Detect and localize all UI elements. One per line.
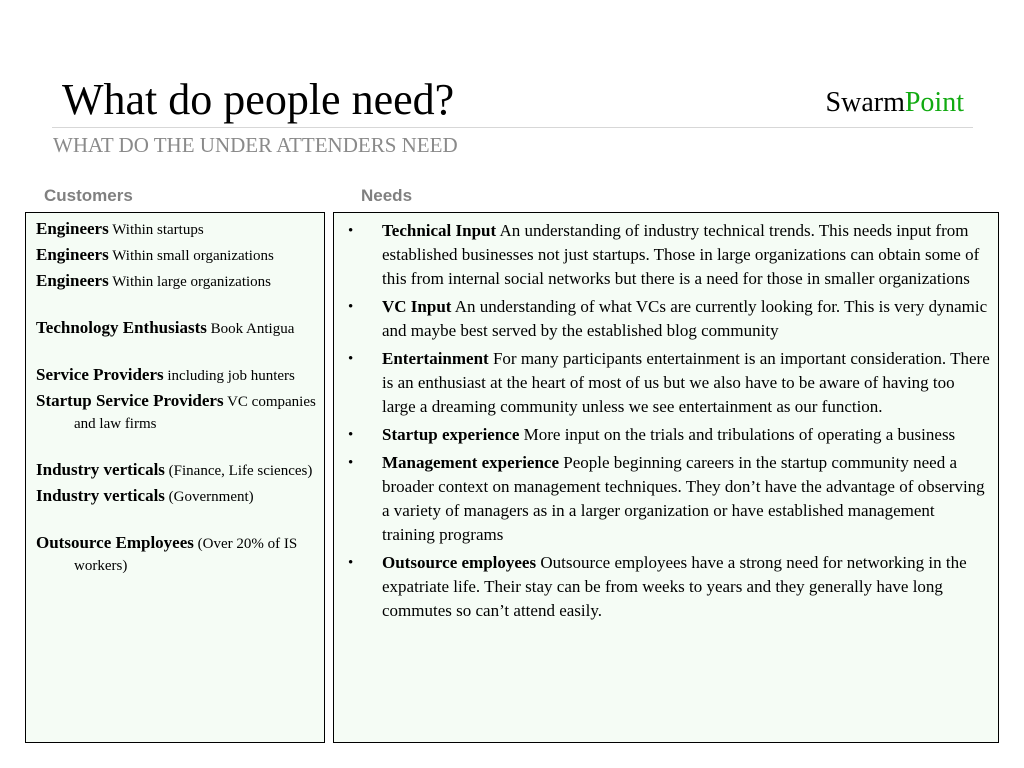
- customer-item: [36, 364, 316, 387]
- needs-list: [342, 219, 990, 623]
- customers-panel: [25, 212, 325, 743]
- needs-column-header: Needs: [361, 186, 413, 205]
- customer-item: [36, 270, 316, 293]
- customer-detail: Within startups: [108, 222, 204, 238]
- need-item: [342, 347, 990, 419]
- customer-detail: (Finance, Life sciences): [164, 463, 313, 479]
- customer-name: Service Providers: [36, 365, 164, 384]
- customer-item: [36, 244, 316, 267]
- need-description: More input on the trials and tribulations of operating a business: [519, 425, 956, 444]
- need-item: [342, 423, 990, 447]
- swarmpoint-logo: [826, 86, 964, 120]
- need-title: Technical Input: [382, 221, 497, 240]
- bullet-icon: •: [348, 555, 354, 571]
- customer-detail: Within small organizations: [108, 248, 274, 264]
- need-title: Startup experience: [382, 425, 520, 444]
- customer-item: [36, 218, 316, 241]
- need-item: [342, 219, 990, 291]
- need-title: Management experience: [382, 453, 560, 472]
- customer-name: Industry verticals: [36, 486, 165, 505]
- customer-item: [36, 532, 316, 577]
- need-description: An understanding of industry technical trends. This needs input from established businesses not just startups. Those in large organizations can obtain some of this from internal social networks but there is a need for those in smaller organizations: [382, 221, 980, 288]
- page-subtitle: WHAT DO THE UNDER ATTENDERS NEED: [53, 133, 458, 157]
- title-divider: [52, 127, 973, 128]
- customer-detail: Book Antigua: [206, 321, 295, 337]
- logo-text-swarm: Swarm: [825, 87, 905, 118]
- bullet-icon: •: [348, 351, 354, 367]
- customer-name: Engineers: [36, 245, 109, 264]
- bullet-icon: •: [348, 427, 354, 443]
- customer-item: [36, 485, 316, 508]
- customer-name: Engineers: [36, 219, 109, 238]
- need-item: [342, 451, 990, 547]
- customer-detail: including job hunters: [163, 368, 295, 384]
- logo-text-point: Point: [904, 87, 964, 118]
- customer-item: [36, 390, 316, 435]
- customer-name: Startup Service Providers: [36, 391, 224, 410]
- customer-item: [36, 317, 316, 340]
- need-item: [342, 551, 990, 623]
- need-description: An understanding of what VCs are currently looking for. This is very dynamic and maybe best served by the established blog community: [382, 297, 988, 340]
- need-title: VC Input: [382, 297, 452, 316]
- bullet-icon: •: [348, 299, 354, 315]
- bullet-icon: •: [348, 223, 354, 239]
- need-description: People beginning careers in the startup community need a broader context on management techniques. They don’t have the advantage of observing a variety of managers as in a larger organization or have established management training programs: [382, 453, 985, 544]
- customers-list: [36, 218, 316, 577]
- need-title: Entertainment: [382, 349, 489, 368]
- need-description: Outsource employees have a strong need for networking in the expatriate life. Their stay can be from weeks to years and they generally have long commutes so can’t attend easily.: [382, 553, 967, 620]
- customer-item: [36, 459, 316, 482]
- need-description: For many participants entertainment is an important consideration. There is an enthusiast at the heart of most of us but we also have to be aware of having too large a dreaming community unless we see entertainment as our function.: [382, 349, 990, 416]
- needs-panel: [333, 212, 999, 743]
- customer-name: Outsource Employees: [36, 533, 194, 552]
- customer-detail: (Over 20% of IS workers): [74, 536, 298, 574]
- customer-name: Engineers: [36, 271, 109, 290]
- customer-detail: (Government): [164, 489, 254, 505]
- customer-name: Technology Enthusiasts: [36, 318, 207, 337]
- customers-column-header: Customers: [44, 186, 133, 205]
- customer-detail: Within large organizations: [108, 274, 272, 290]
- customer-name: Industry verticals: [36, 460, 165, 479]
- bullet-icon: •: [348, 455, 354, 471]
- page-title: What do people need?: [62, 75, 455, 124]
- need-item: [342, 295, 990, 343]
- customer-detail: VC companies and law firms: [74, 394, 316, 432]
- need-title: Outsource employees: [382, 553, 537, 572]
